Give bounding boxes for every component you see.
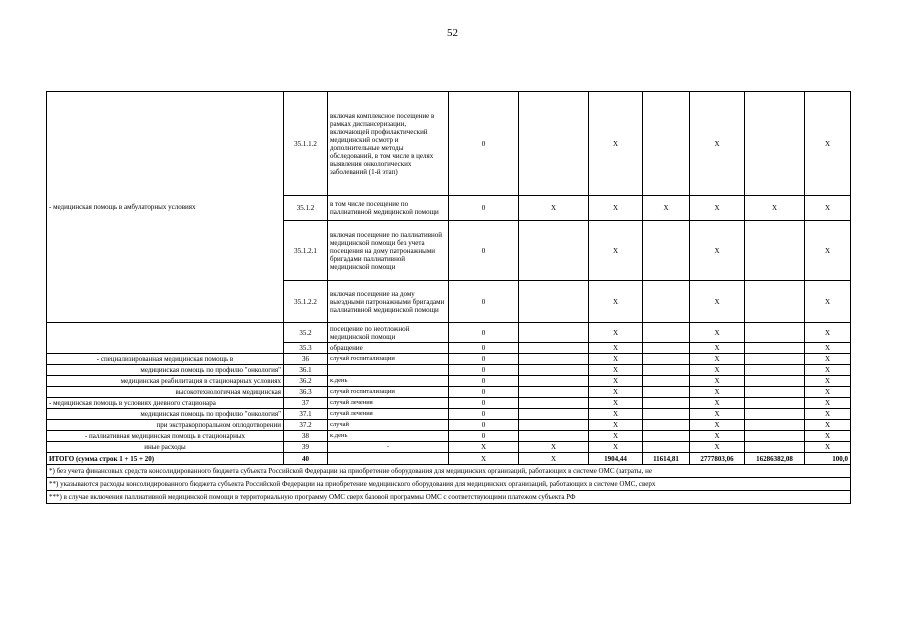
value-cell	[643, 221, 690, 281]
value-cell	[643, 442, 690, 453]
value-cell	[519, 281, 589, 323]
value-cell: X	[805, 442, 851, 453]
value-cell: X	[690, 323, 745, 343]
footnote: **) указываются расходы консолидированного бюджета субъекта Российской Федерации на приобретение медицинского оборудования для медицинских организаций, работающих в системе ОМС, сверх	[47, 478, 851, 491]
row-code: 39	[284, 442, 328, 453]
value-cell: 0	[449, 92, 519, 196]
value-cell	[519, 343, 589, 354]
value-cell	[745, 398, 805, 409]
value-cell: X	[690, 420, 745, 431]
value-cell	[745, 387, 805, 398]
table-row	[47, 365, 851, 376]
value-cell	[643, 387, 690, 398]
unit-cell	[328, 453, 449, 465]
value-cell: X	[589, 354, 643, 365]
value-cell: X	[589, 221, 643, 281]
page-number: 52	[447, 27, 458, 39]
value-cell	[643, 365, 690, 376]
value-cell: X	[449, 453, 519, 465]
unit-cell	[328, 365, 449, 376]
value-cell: 0	[449, 196, 519, 221]
row-code: 35.2	[284, 323, 328, 343]
value-cell: 0	[449, 365, 519, 376]
footnote-row	[47, 465, 851, 478]
empty-name-cell	[47, 323, 284, 354]
unit-cell: посещение по неотложной медицинской помощи	[328, 323, 449, 343]
value-cell: X	[805, 323, 851, 343]
table-row	[47, 376, 851, 387]
value-cell: X	[690, 431, 745, 442]
value-cell	[643, 431, 690, 442]
value-cell	[519, 323, 589, 343]
row-code: 35.1.1.2	[284, 92, 328, 196]
value-cell: X	[805, 409, 851, 420]
unit-cell: случай госпитализации	[328, 387, 449, 398]
value-cell: X	[805, 92, 851, 196]
value-cell	[643, 343, 690, 354]
row-code: 38	[284, 431, 328, 442]
value-cell: X	[690, 221, 745, 281]
unit-cell: включая посещение на дому выездными патронажными бригадами паллиативной медицинской помощи	[328, 281, 449, 323]
row-name: - медицинская помощь в условиях дневного стационара	[47, 398, 284, 409]
value-cell: 100,0	[805, 453, 851, 465]
row-code: 36.2	[284, 376, 328, 387]
value-cell: X	[589, 343, 643, 354]
value-cell: X	[519, 196, 589, 221]
value-cell: X	[589, 323, 643, 343]
value-cell	[519, 431, 589, 442]
value-cell	[643, 92, 690, 196]
row-code: 35.3	[284, 343, 328, 354]
value-cell: X	[519, 442, 589, 453]
value-cell: 11614,81	[643, 453, 690, 465]
value-cell: X	[805, 196, 851, 221]
value-cell: X	[589, 196, 643, 221]
value-cell: X	[805, 420, 851, 431]
value-cell: X	[690, 196, 745, 221]
value-cell: X	[805, 354, 851, 365]
footnote-row	[47, 478, 851, 491]
value-cell	[519, 92, 589, 196]
row-code: 37.2	[284, 420, 328, 431]
unit-cell: к.день	[328, 376, 449, 387]
row-name: медицинская помощь по профилю "онкология"	[47, 365, 284, 376]
footnote-row	[47, 491, 851, 504]
value-cell	[519, 354, 589, 365]
value-cell: X	[690, 398, 745, 409]
value-cell: X	[805, 221, 851, 281]
row-code: 40	[284, 453, 328, 465]
unit-cell: включая посещение по паллиативной медицинской помощи без учета посещения на дому патронажными бригадами паллиативной медицинской помощи	[328, 221, 449, 281]
ambulatory-label: - медицинская помощь в амбулаторных условиях	[47, 92, 284, 323]
value-cell: X	[805, 431, 851, 442]
value-cell: X	[690, 92, 745, 196]
total-row	[47, 453, 851, 465]
unit-cell: обращение	[328, 343, 449, 354]
value-cell: 1904,44	[589, 453, 643, 465]
row-name: при экстракорпоральном оплодотворении	[47, 420, 284, 431]
value-cell: X	[589, 442, 643, 453]
value-cell: 0	[449, 398, 519, 409]
value-cell	[519, 409, 589, 420]
value-cell: 0	[449, 387, 519, 398]
value-cell: X	[519, 453, 589, 465]
table-row	[47, 387, 851, 398]
row-code: 36	[284, 354, 328, 365]
value-cell	[519, 387, 589, 398]
value-cell: X	[690, 376, 745, 387]
value-cell: X	[805, 398, 851, 409]
value-cell: 0	[449, 420, 519, 431]
value-cell: X	[690, 442, 745, 453]
value-cell	[643, 409, 690, 420]
table-row	[47, 442, 851, 453]
unit-cell: случай лечения	[328, 409, 449, 420]
value-cell	[643, 281, 690, 323]
value-cell	[745, 376, 805, 387]
value-cell	[745, 354, 805, 365]
value-cell: 0	[449, 323, 519, 343]
value-cell: 0	[449, 343, 519, 354]
unit-cell: включая комплексное посещение в рамках диспансеризации, включающей профилактический медицинский осмотр и дополнительные методы обследований, в том числе в целях выявления онкологических заболеваний (1-й этап)	[328, 92, 449, 196]
value-cell: X	[690, 409, 745, 420]
table-row	[47, 92, 851, 196]
value-cell	[643, 376, 690, 387]
unit-cell: к.день	[328, 431, 449, 442]
value-cell: X	[690, 343, 745, 354]
footnote: ***) в случае включения паллиативной медицинской помощи в территориальную программу ОМС сверх базовой программы ОМС с соответствующими платежом субъекта РФ	[47, 491, 851, 504]
value-cell: X	[449, 442, 519, 453]
value-cell	[745, 409, 805, 420]
value-cell: X	[690, 365, 745, 376]
value-cell: X	[805, 376, 851, 387]
value-cell: 16286382,08	[745, 453, 805, 465]
value-cell: X	[690, 354, 745, 365]
value-cell: 0	[449, 221, 519, 281]
value-cell	[745, 92, 805, 196]
value-cell	[745, 442, 805, 453]
row-code: 37	[284, 398, 328, 409]
value-cell: 0	[449, 281, 519, 323]
value-cell: X	[589, 398, 643, 409]
table-row	[47, 431, 851, 442]
value-cell: X	[589, 365, 643, 376]
value-cell	[643, 323, 690, 343]
value-cell	[745, 343, 805, 354]
unit-cell: случай госпитализации	[328, 354, 449, 365]
value-cell: 0	[449, 431, 519, 442]
total-label: ИТОГО (сумма строк 1 + 15 + 20)	[47, 453, 284, 465]
value-cell: X	[589, 409, 643, 420]
unit-cell: случай лечения	[328, 398, 449, 409]
value-cell: X	[589, 281, 643, 323]
row-name: иные расходы	[47, 442, 284, 453]
row-code: 35.1.2.1	[284, 221, 328, 281]
value-cell: X	[589, 431, 643, 442]
value-cell	[519, 420, 589, 431]
value-cell: X	[690, 281, 745, 323]
value-cell	[643, 398, 690, 409]
table-row	[47, 398, 851, 409]
value-cell: 0	[449, 376, 519, 387]
value-cell: 2777803,06	[690, 453, 745, 465]
value-cell	[745, 323, 805, 343]
value-cell	[643, 354, 690, 365]
table-row	[47, 354, 851, 365]
unit-cell: -	[328, 442, 449, 453]
value-cell: X	[745, 196, 805, 221]
row-code: 35.1.2.2	[284, 281, 328, 323]
value-cell: X	[805, 387, 851, 398]
value-cell: X	[643, 196, 690, 221]
value-cell	[519, 365, 589, 376]
value-cell: X	[589, 376, 643, 387]
value-cell: X	[589, 387, 643, 398]
row-name: медицинская реабилитация в стационарных условиях	[47, 376, 284, 387]
unit-cell: случай	[328, 420, 449, 431]
table-row	[47, 420, 851, 431]
value-cell: X	[589, 420, 643, 431]
value-cell	[643, 420, 690, 431]
row-code: 36.3	[284, 387, 328, 398]
footnote: *) без учета финансовых средств консолидированного бюджета субъекта Российской Федерации на приобретение оборудования для медицинских организаций, работающих в системе ОМС (затраты, не	[47, 465, 851, 478]
value-cell	[745, 221, 805, 281]
row-name: - специализированная медицинская помощь в	[47, 354, 284, 365]
row-name: медицинская помощь по профилю "онкология"	[47, 409, 284, 420]
value-cell	[745, 420, 805, 431]
value-cell: X	[690, 387, 745, 398]
row-code: 37.1	[284, 409, 328, 420]
row-code: 36.1	[284, 365, 328, 376]
value-cell	[745, 281, 805, 323]
table-row	[47, 409, 851, 420]
value-cell	[519, 376, 589, 387]
value-cell	[519, 221, 589, 281]
funding-table	[46, 91, 851, 504]
value-cell: X	[805, 365, 851, 376]
value-cell: X	[589, 92, 643, 196]
row-name: высокотехнологичная медицинская	[47, 387, 284, 398]
row-name: - паллиативная медицинская помощь в стационарных	[47, 431, 284, 442]
value-cell: 0	[449, 409, 519, 420]
value-cell	[519, 398, 589, 409]
row-code: 35.1.2	[284, 196, 328, 221]
value-cell	[745, 365, 805, 376]
value-cell: X	[805, 281, 851, 323]
table-row	[47, 323, 851, 343]
unit-cell: в том числе посещение по паллиативной медицинской помощи	[328, 196, 449, 221]
value-cell: X	[805, 343, 851, 354]
value-cell	[745, 431, 805, 442]
value-cell: 0	[449, 354, 519, 365]
